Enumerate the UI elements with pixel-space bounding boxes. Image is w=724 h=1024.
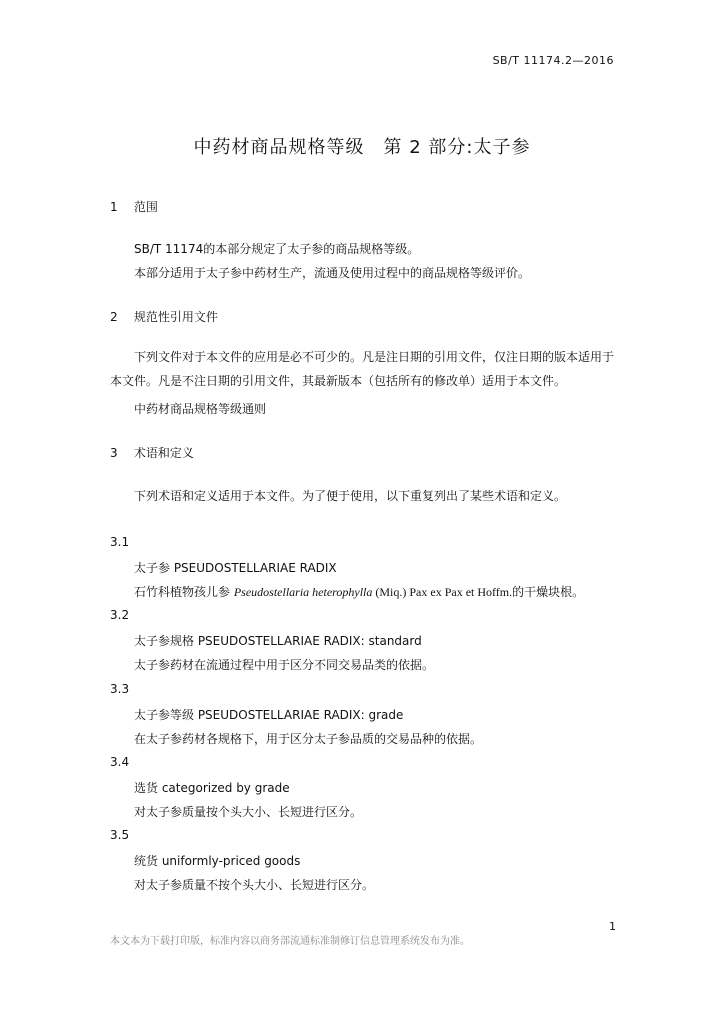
term-number: 3.3 <box>110 682 130 696</box>
term-title: 太子参 PSEUDOSTELLARIAE RADIX <box>134 561 337 575</box>
term-number: 3.5 <box>110 828 130 842</box>
section-3-heading <box>110 444 194 461</box>
section-1-heading <box>110 198 158 215</box>
section-title: 规范性引用文件 <box>133 310 218 324</box>
term-title: 太子参规格 PSEUDOSTELLARIAE RADIX: standard <box>134 634 422 648</box>
term-title: 太子参等级 PSEUDOSTELLARIAE RADIX: grade <box>134 708 404 722</box>
section-2-para-2: 中药材商品规格等级通则 <box>134 402 267 416</box>
term-number: 3.2 <box>110 608 130 622</box>
section-number: 3 <box>110 446 118 460</box>
section-1-para-2: 本部分适用于太子参中药材生产，流通及使用过程中的商品规格等级评价。 <box>134 266 531 280</box>
term-definition <box>134 583 584 600</box>
section-title: 范围 <box>133 200 158 214</box>
term-definition: 对太子参质量按个头大小、长短进行区分。 <box>134 805 363 819</box>
term-title: 选货 categorized by grade <box>134 781 290 795</box>
term-number: 3.1 <box>110 535 130 549</box>
term-definition: 在太子参药材各规格下，用于区分太子参品质的交易品种的依据。 <box>134 732 483 746</box>
section-2-para-1: 下列文件对于本文件的应用是必不可少的。凡是注日期的引用文件，仅注日期的版本适用于本文件。凡是不注日期的引用文件，其最新版本（包括所有的修改单）适用于本文件。 <box>110 350 615 388</box>
term-definition: 太子参药材在流通过程中用于区分不同交易品类的依据。 <box>134 658 435 672</box>
footer-note: 本文本为下载打印版，标准内容以商务部流通标准制修订信息管理系统发布为准。 <box>110 936 470 947</box>
term-definition: 对太子参质量不按个头大小、长短进行区分。 <box>134 878 375 892</box>
term-title: 统货 uniformly-priced goods <box>134 854 301 868</box>
section-2-heading <box>110 308 218 325</box>
term-number: 3.4 <box>110 755 130 769</box>
latin-name: Pseudostellaria heterophylla <box>233 585 373 599</box>
section-3-para-1: 下列术语和定义适用于本文件。为了便于使用，以下重复列出了某些术语和定义。 <box>134 489 567 503</box>
definition-text: (Miq.) Pax ex Pax et Hoffm.的干燥块根。 <box>372 585 585 599</box>
definition-text: 石竹科植物孩儿参 <box>134 585 234 599</box>
page-title: 中药材商品规格等级 第 2 部分:太子参 <box>193 137 531 158</box>
standard-code: SB/T 11174.2—2016 <box>492 54 614 67</box>
section-title: 术语和定义 <box>133 446 194 460</box>
section-number: 2 <box>110 310 118 324</box>
page-number: 1 <box>609 920 616 933</box>
section-1-para-1: SB/T 11174的本部分规定了太子参的商品规格等级。 <box>134 242 420 256</box>
section-number: 1 <box>110 200 118 214</box>
